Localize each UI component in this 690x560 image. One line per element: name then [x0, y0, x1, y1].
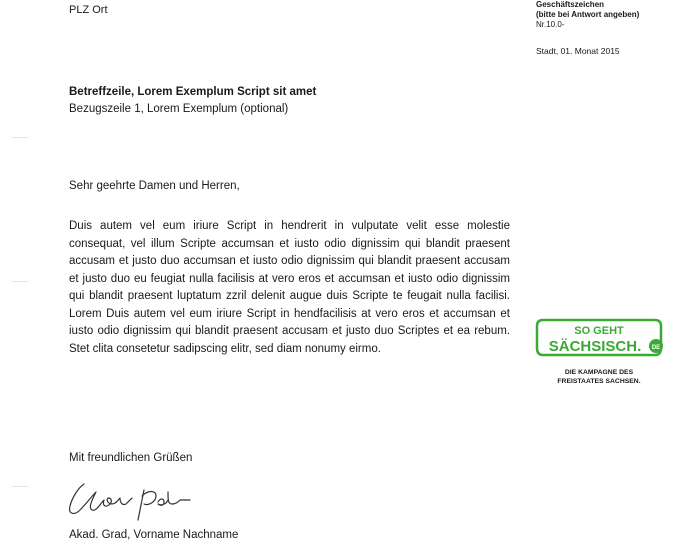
logo-line2: SÄCHSISCH.	[548, 338, 642, 355]
reference-block	[536, 0, 686, 56]
reference-label: Geschäftszeichen	[536, 0, 605, 9]
so-geht-saechsisch-logo	[535, 318, 665, 395]
fold-mark	[12, 486, 28, 487]
logo-line1: SO GEHT	[574, 325, 624, 337]
punch-mark	[12, 281, 28, 282]
logo-tagline1: DIE KAMPAGNE DES	[564, 369, 634, 376]
address-plz-ort: PLZ Ort	[69, 4, 108, 16]
subject-title: Betreffzeile, Lorem Exemplum Script sit amet	[69, 86, 317, 98]
handwritten-signature	[62, 474, 192, 522]
body-paragraph: Duis autem vel eum iriure Script in hendrerit in vulputate velit esse molestie consequat, vel illum Scripte accumsan et iusto odio dignissim qui blandit praesent accusam et justo duo accumsan et iusto odio dignissim qui blandit praesent accusam et justo duo eu feugiat nulla facilisis at vero eros et accumsan et iusto odio dignissim qui blandit praesent luptatum zzril delenit augue duis Scripte te feugait nulla facilisi. Lorem Duis autem vel eum iriure Script in hendfacilisis at vero eros et accumsan et iusto odio dignissim qui blandit praesent accusam et justo duo Scriptes et ea rebum. Stet clita consetetur sadipscing elitr, sed diam nonumy eirmo.	[69, 220, 510, 355]
salutation: Sehr geehrte Damen und Herren,	[69, 180, 240, 192]
subject-block	[69, 85, 509, 119]
reference-number: Nr.10.0-	[536, 20, 565, 29]
logo-tagline2: FREISTAATES SACHSEN.	[557, 378, 641, 385]
fold-mark	[12, 137, 28, 138]
signer-name: Akad. Grad, Vorname Nachname	[69, 529, 239, 541]
reference-hint: (bitte bei Antwort angeben)	[536, 10, 640, 19]
logo-suffix: DE	[651, 345, 661, 351]
date-line: Stadt, 01. Monat 2015	[536, 46, 620, 56]
logo-graphic	[535, 318, 665, 390]
closing: Mit freundlichen Grüßen	[69, 452, 193, 464]
subject-reference-line: Bezugszeile 1, Lorem Exemplum (optional)	[69, 103, 289, 115]
